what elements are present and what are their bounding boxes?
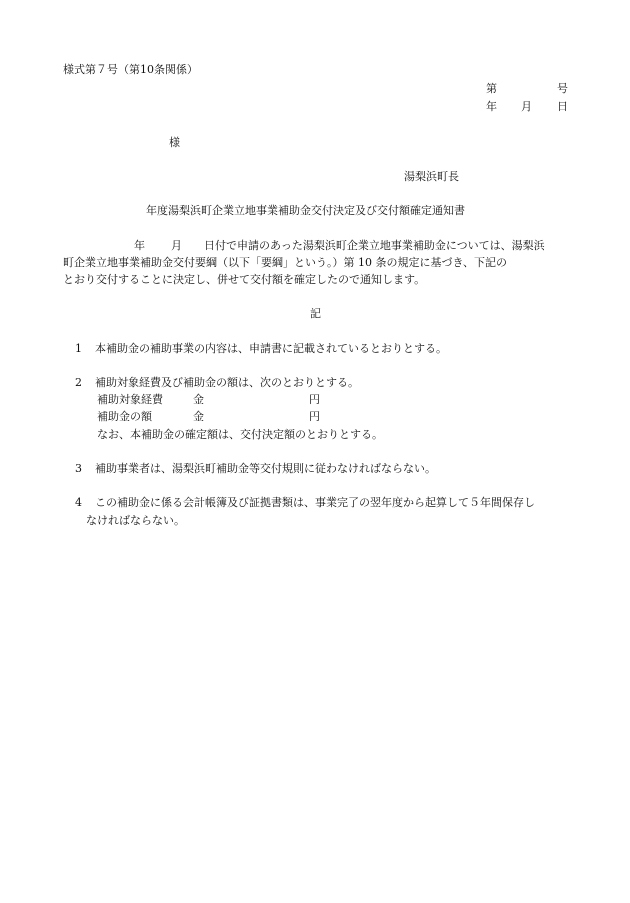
form-label: 様式第７号（第10条関係） xyxy=(63,63,198,76)
number-dai: 第 xyxy=(486,82,497,95)
item-number: 2 xyxy=(75,376,82,389)
amount-yen: 円 xyxy=(309,410,320,423)
number-go: 号 xyxy=(557,82,568,95)
addressee-sama: 様 xyxy=(169,136,180,149)
date-tsuki: 月 xyxy=(521,100,532,113)
list-item xyxy=(75,343,447,354)
item-text-continued: なければならない。 xyxy=(86,514,185,527)
item-text: この補助金に係る会計帳簿及び証拠書類は、事業完了の翌年度から起算して５年間保存し xyxy=(95,496,535,509)
list-item xyxy=(75,377,359,388)
item-text: 補助対象経費及び補助金の額は、次のとおりとする。 xyxy=(95,376,359,389)
amount-row-subsidy xyxy=(97,411,337,425)
list-item xyxy=(75,497,535,508)
body-tsuki: 月 xyxy=(171,239,182,252)
document-title: 年度湯梨浜町企業立地事業補助金交付決定及び交付額確定通知書 xyxy=(146,204,465,217)
amount-label: 補助金の額 xyxy=(97,410,152,423)
item-number: 1 xyxy=(75,342,82,355)
date-nen: 年 xyxy=(486,100,497,113)
list-item xyxy=(75,463,436,474)
amount-row-expense xyxy=(97,394,337,408)
body-nen: 年 xyxy=(134,239,145,252)
ki-mark: 記 xyxy=(310,307,321,320)
body-line2: 町企業立地事業補助金交付要綱（以下「要綱」という。）第 10 条の規定に基づき、下記の xyxy=(63,256,508,269)
amount-label: 補助対象経費 xyxy=(97,393,163,406)
body-line3: とおり交付することに決定し、併せて交付額を確定したので通知します。 xyxy=(63,273,426,286)
amount-yen: 円 xyxy=(309,393,320,406)
sender-title: 湯梨浜町長 xyxy=(404,170,459,183)
item-number: 4 xyxy=(75,496,82,509)
item-text: 補助事業者は、湯梨浜町補助金等交付規則に従わなければならない。 xyxy=(95,462,436,475)
amount-kin: 金 xyxy=(193,410,204,423)
amount-kin: 金 xyxy=(193,393,204,406)
item-text: 本補助金の補助事業の内容は、申請書に記載されているとおりとする。 xyxy=(95,342,447,355)
body-line1: 日付で申請のあった湯梨浜町企業立地事業補助金については、湯梨浜 xyxy=(204,239,545,252)
date-hi: 日 xyxy=(557,100,568,113)
item-number: 3 xyxy=(75,462,82,475)
item-note: なお、本補助金の確定額は、交付決定額のとおりとする。 xyxy=(97,428,383,441)
